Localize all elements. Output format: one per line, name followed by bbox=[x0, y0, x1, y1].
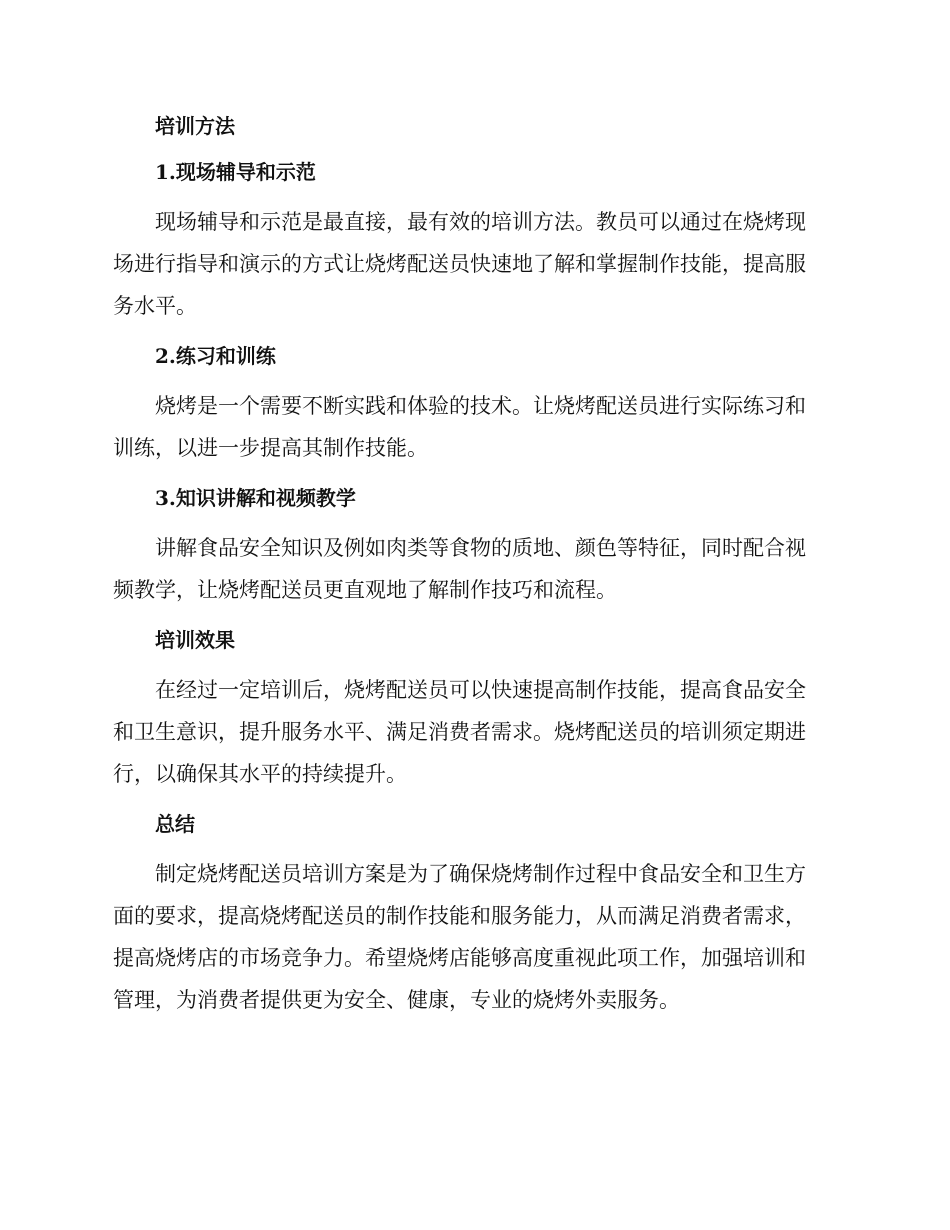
text-line: 现场辅导和示范是最直接，最有效的培训方法。教员可以通过在烧烤现 bbox=[155, 210, 806, 234]
text-line: 管理，为消费者提供更为安全、健康，专业的烧烤外卖服务。 bbox=[113, 988, 680, 1012]
paragraph-practice bbox=[113, 385, 835, 469]
text-line: 在经过一定培训后，烧烤配送员可以快速提高制作技能，提高食品安全 bbox=[155, 678, 806, 702]
section-heading-knowledge-video: 3.知识讲解和视频教学 bbox=[155, 486, 356, 510]
text-line: 制定烧烤配送员培训方案是为了确保烧烤制作过程中食品安全和卫生方 bbox=[155, 862, 806, 886]
paragraph-training-effect bbox=[113, 669, 835, 795]
text-line: 提高烧烤店的市场竞争力。希望烧烤店能够高度重视此项工作，加强培训和 bbox=[113, 946, 806, 970]
text-line: 务水平。 bbox=[113, 294, 197, 318]
text-line: 场进行指导和演示的方式让烧烤配送员快速地了解和掌握制作技能，提高服 bbox=[113, 252, 806, 276]
paragraph-onsite-demo bbox=[113, 201, 835, 327]
text-line: 训练，以进一步提高其制作技能。 bbox=[113, 436, 428, 460]
section-heading-training-methods: 培训方法 bbox=[155, 114, 235, 138]
text-line: 频教学，让烧烤配送员更直观地了解制作技巧和流程。 bbox=[113, 578, 617, 602]
paragraph-knowledge-video bbox=[113, 527, 835, 611]
text-line: 和卫生意识，提升服务水平、满足消费者需求。烧烤配送员的培训须定期进 bbox=[113, 720, 806, 744]
text-line: 面的要求，提高烧烤配送员的制作技能和服务能力，从而满足消费者需求， bbox=[113, 904, 806, 928]
text-line: 讲解食品安全知识及例如肉类等食物的质地、颜色等特征，同时配合视 bbox=[155, 536, 806, 560]
text-line: 行，以确保其水平的持续提升。 bbox=[113, 762, 407, 786]
text-line: 烧烤是一个需要不断实践和体验的技术。让烧烤配送员进行实际练习和 bbox=[155, 394, 806, 418]
section-heading-practice: 2.练习和训练 bbox=[155, 344, 276, 368]
section-heading-summary: 总结 bbox=[155, 812, 195, 836]
section-heading-onsite-demo: 1.现场辅导和示范 bbox=[155, 160, 316, 184]
paragraph-summary bbox=[113, 853, 835, 1021]
section-heading-training-effect: 培训效果 bbox=[155, 628, 235, 652]
document-body bbox=[113, 109, 835, 1021]
